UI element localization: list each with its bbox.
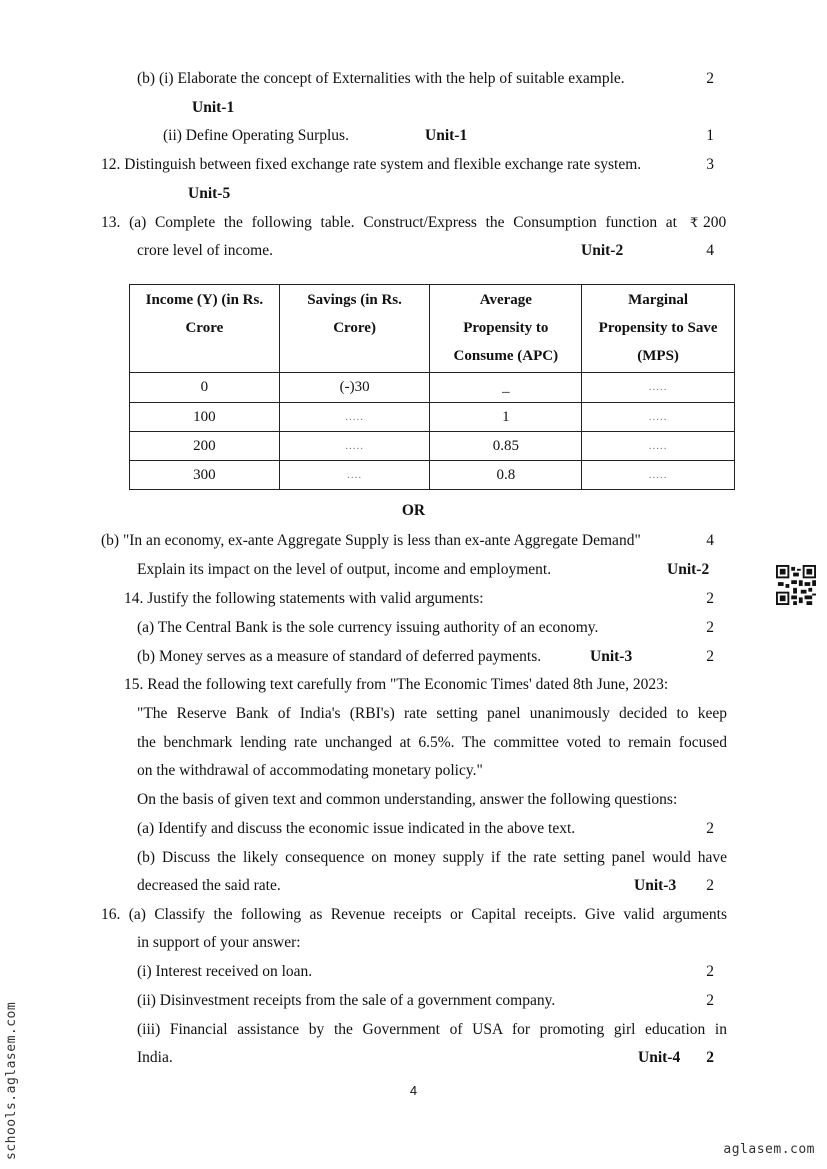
q13-line2: crore level of income. xyxy=(137,242,273,259)
table-cell: 100 xyxy=(130,402,280,431)
q16-line1: 16. (a) Classify the following as Revenue receipts or Capital receipts. Give valid arguments xyxy=(101,906,727,923)
consumption-table xyxy=(129,284,735,490)
table-cell: 1 xyxy=(430,402,582,431)
table-cell: 200 xyxy=(130,431,280,460)
q16-ii-marks: 2 xyxy=(706,992,714,1009)
table-cell: ..... xyxy=(582,431,735,460)
q15b-line2: decreased the said rate. xyxy=(137,877,281,894)
rupee-symbol: ₹ xyxy=(690,215,699,230)
q11b-ii-unit: Unit-1 xyxy=(425,127,468,144)
table-cell: 300 xyxy=(130,460,280,489)
side-watermark: schools.aglasem.com xyxy=(4,1001,19,1160)
q11b-ii-text: (ii) Define Operating Surplus. xyxy=(163,127,349,144)
q15-quote-line2: the benchmark lending rate unchanged at 6.5%. The committee voted to remain focused xyxy=(137,734,727,751)
q16-ii-text: (ii) Disinvestment receipts from the sale of a government company. xyxy=(137,992,556,1009)
q13-unit: Unit-2 xyxy=(581,242,624,259)
table-cell: 0.85 xyxy=(430,431,582,460)
table-cell: 0.8 xyxy=(430,460,582,489)
q13b-marks: 4 xyxy=(706,532,714,549)
table-cell: ..... xyxy=(279,402,430,431)
or-separator: OR xyxy=(401,502,426,519)
header-mps: Marginal Propensity to Save (MPS) xyxy=(582,285,735,373)
q16-i-marks: 2 xyxy=(706,963,714,980)
q15a-text: (a) Identify and discuss the economic issue indicated in the above text. xyxy=(137,820,576,837)
q12-marks: 3 xyxy=(706,156,714,173)
q16-i-text: (i) Interest received on loan. xyxy=(137,963,313,980)
q14b-text: (b) Money serves as a measure of standard of deferred payments. xyxy=(137,648,542,665)
q13b-unit: Unit-2 xyxy=(667,561,710,578)
q11b-i-unit: Unit-1 xyxy=(192,99,235,116)
q16-marks: 2 xyxy=(706,1049,714,1066)
q14b-unit: Unit-3 xyxy=(590,648,633,665)
page-number: 4 xyxy=(409,1083,418,1098)
q16-iii-line2: India. xyxy=(137,1049,173,1066)
table-cell: ..... xyxy=(582,460,735,489)
table-cell: .... xyxy=(279,460,430,489)
q14a-text: (a) The Central Bank is the sole currency issuing authority of an economy. xyxy=(137,619,599,636)
table-cell: (-)30 xyxy=(279,373,430,402)
table-cell: 0 xyxy=(130,373,280,402)
q16-iii-line1: (iii) Financial assistance by the Government of USA for promoting girl education in xyxy=(137,1021,727,1038)
q15-basis: On the basis of given text and common understanding, answer the following questions: xyxy=(137,791,678,808)
q15-quote-line1: "The Reserve Bank of India's (RBI's) rate setting panel unanimously decided to keep xyxy=(137,705,727,722)
q12-text: 12. Distinguish between fixed exchange rate system and flexible exchange rate system. xyxy=(101,156,642,173)
q15b-unit: Unit-3 xyxy=(634,877,677,894)
q12-unit: Unit-5 xyxy=(188,185,231,202)
q13-amount: 200 xyxy=(703,214,727,231)
table-row xyxy=(130,460,735,489)
header-apc: Average Propensity to Consume (APC) xyxy=(430,285,582,373)
table-row xyxy=(130,373,735,402)
q13b-line2: Explain its impact on the level of output, income and employment. xyxy=(137,561,552,578)
header-savings: Savings (in Rs. Crore) xyxy=(279,285,430,373)
q16-line2: in support of your answer: xyxy=(137,934,301,951)
q13-marks: 4 xyxy=(706,242,714,259)
q15b-line1: (b) Discuss the likely consequence on money supply if the rate setting panel would have xyxy=(137,849,727,866)
q14-marks: 2 xyxy=(706,590,714,607)
q11b-i-marks: 2 xyxy=(706,70,714,87)
q16-unit: Unit-4 xyxy=(638,1049,681,1066)
header-income: Income (Y) (in Rs. Crore xyxy=(130,285,280,373)
table-header-row xyxy=(130,285,735,373)
q14-text: 14. Justify the following statements with valid arguments: xyxy=(124,590,484,607)
table-row xyxy=(130,402,735,431)
table-cell: ..... xyxy=(582,402,735,431)
q11b-i-text: (b) (i) Elaborate the concept of Externalities with the help of suitable example. xyxy=(137,70,625,87)
qr-code-icon xyxy=(775,565,817,605)
q11b-ii-marks: 1 xyxy=(706,127,714,144)
table-cell: ..... xyxy=(582,373,735,402)
table-cell: _ xyxy=(430,373,582,402)
q13-line1: 13. (a) Complete the following table. Construct/Express the Consumption function at xyxy=(101,214,677,231)
q13b-line1: (b) "In an economy, ex-ante Aggregate Supply is less than ex-ante Aggregate Demand" xyxy=(101,532,641,549)
q15-text: 15. Read the following text carefully from "The Economic Times' dated 8th June, 2023: xyxy=(124,676,669,693)
table-row xyxy=(130,431,735,460)
q15b-marks: 2 xyxy=(706,877,714,894)
table-cell: ..... xyxy=(279,431,430,460)
q14a-marks: 2 xyxy=(706,619,714,636)
footer-watermark: aglasem.com xyxy=(723,1142,815,1157)
q15a-marks: 2 xyxy=(706,820,714,837)
q14b-marks: 2 xyxy=(706,648,714,665)
q15-quote-line3: on the withdrawal of accommodating monetary policy." xyxy=(137,762,483,779)
